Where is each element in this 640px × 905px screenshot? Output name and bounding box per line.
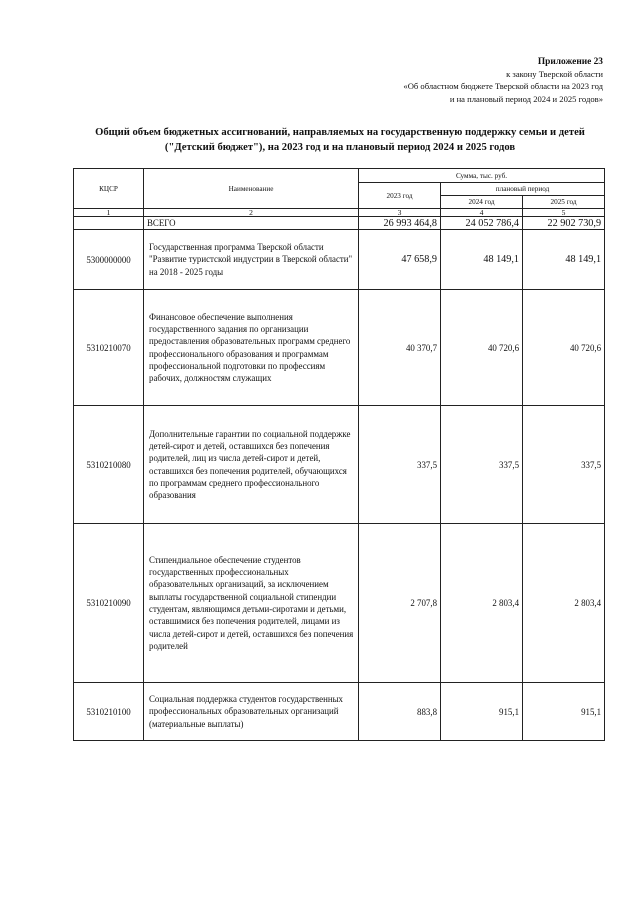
col-number: 5 [523,209,605,217]
row-code: 5310210070 [74,290,144,406]
row-code: 5300000000 [74,230,144,290]
table-row [74,406,605,524]
row-2023: 47 658,9 [359,230,441,290]
row-2024: 48 149,1 [441,230,523,290]
col-number: 1 [74,209,144,217]
header-2024: 2024 год [441,196,523,209]
header-name: Наименование [144,169,359,209]
column-number-row [74,209,605,217]
appendix-line-1: к закону Тверской области [506,69,603,80]
total-2024: 24 052 786,4 [441,217,523,230]
row-2023: 337,5 [359,406,441,524]
table-row [74,290,605,406]
col-number: 3 [359,209,441,217]
header-code: КЦСР [74,169,144,209]
row-name: Финансовое обеспечение выполнения государственного задания по организации предоставления образовательных программ среднего профессионального образования и программам профессиональной подготовки по профессиям рабочих, должностям служащих [144,290,359,406]
header-2023: 2023 год [359,183,441,209]
document-title-line-1: Общий объем бюджетных ассигнований, направляемых на государственную поддержку семьи и детей [95,127,585,138]
table-row [74,230,605,290]
row-2024: 337,5 [441,406,523,524]
row-name: Социальная поддержка студентов государственных профессиональных образовательных организаций (материальные выплаты) [144,683,359,741]
row-2025: 915,1 [523,683,605,741]
row-2024: 915,1 [441,683,523,741]
total-label: ВСЕГО [144,217,359,230]
total-2023: 26 993 464,8 [359,217,441,230]
header-2025: 2025 год [523,196,605,209]
row-code: 5310210090 [74,524,144,683]
col-number: 2 [144,209,359,217]
header-sum: Сумма, тыс. руб. [359,169,605,183]
budget-table [73,168,605,741]
appendix-header [403,56,603,105]
col-number: 4 [441,209,523,217]
row-2023: 2 707,8 [359,524,441,683]
row-name: Дополнительные гарантии по социальной поддержке детей-сирот и детей, оставшихся без попечения родителей, лиц из числа детей-сирот и детей, оставшихся без попечения родителей, обучающихся по программам среднего профессионального образования [144,406,359,524]
total-2025: 22 902 730,9 [523,217,605,230]
table-row [74,683,605,741]
row-name: Государственная программа Тверской области "Развитие туристской индустрии в Тверской области" на 2018 - 2025 годы [144,230,359,290]
table-row [74,524,605,683]
row-2025: 48 149,1 [523,230,605,290]
row-2024: 2 803,4 [441,524,523,683]
row-code: 5310210080 [74,406,144,524]
document-title [60,126,620,155]
document-title-line-2: ("Детский бюджет"), на 2023 год и на плановый период 2024 и 2025 годов [164,141,516,153]
row-2025: 2 803,4 [523,524,605,683]
row-name: Стипендиальное обеспечение студентов государственных профессиональных образовательных организаций, за исключением выплаты государственной социальной стипендии студентам, являющимся детьми-сиротами и детьми, оставшимися без попечения родителей, лицами из числа детей-сирот и детей, оставшихся без попечения родителей [144,524,359,683]
appendix-line-3: и на плановый период 2024 и 2025 годов» [449,93,603,104]
appendix-line-2: «Об областном бюджете Тверской области на 2023 год [403,81,603,92]
total-code [74,217,144,230]
row-2023: 40 370,7 [359,290,441,406]
row-2025: 337,5 [523,406,605,524]
row-2025: 40 720,6 [523,290,605,406]
total-row [74,217,605,230]
header-planned-period: плановый период [441,183,605,196]
row-code: 5310210100 [74,683,144,741]
appendix-title: Приложение 23 [537,57,603,67]
row-2023: 883,8 [359,683,441,741]
row-2024: 40 720,6 [441,290,523,406]
